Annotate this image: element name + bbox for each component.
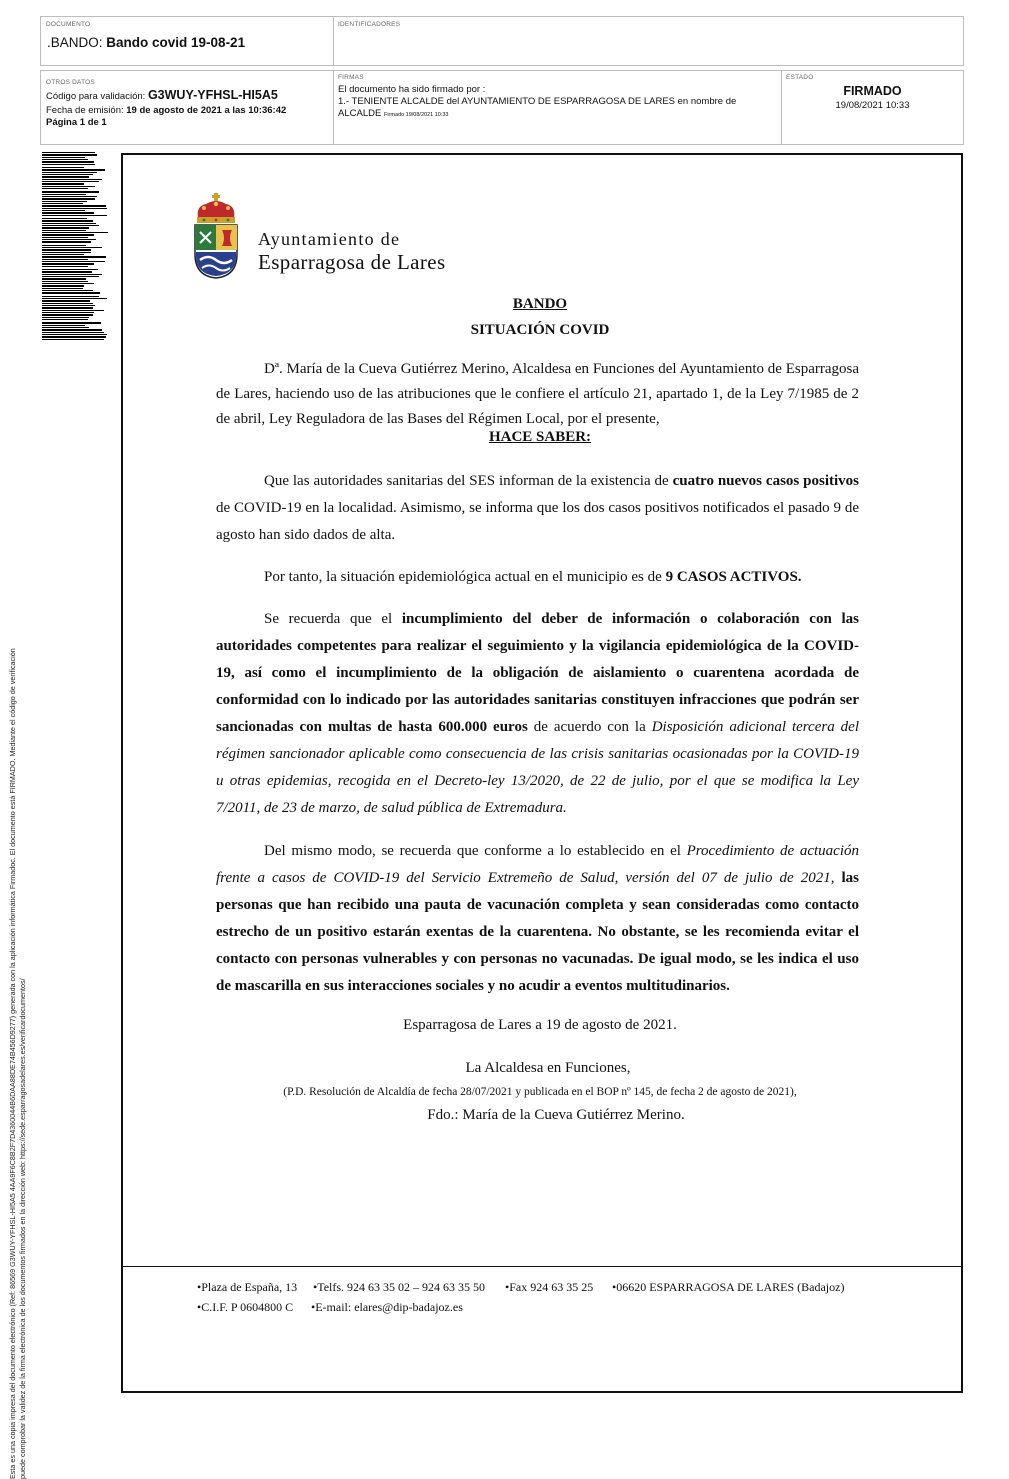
- footer-postal: •06620 ESPARRAGOSA DE LARES (Badajoz): [612, 1280, 845, 1294]
- hace-saber-text: HACE SABER:: [488, 429, 592, 445]
- barcode-bar: [42, 179, 102, 180]
- barcode-bar: [42, 322, 101, 324]
- footer-phones: •Telfs. 924 63 35 02 – 924 63 35 50: [313, 1280, 486, 1294]
- paragraph-new-cases: [216, 468, 859, 549]
- p3-text-b: incumplimiento del deber de información o colaboración con las autoridades competentes para realizar el seguimiento y la vigilancia epidemiológica de la COVID-19, así como el incumplimiento de la obligación de aislamiento o cuarentena acordada de conformidad con lo indicado por las autoridades sanitarias constituyen infracciones que podrán ser sancionadas con multas de hasta 600.000 euros: [216, 611, 859, 735]
- document-title: [47, 35, 245, 50]
- footer-fax: •Fax 924 63 35 25: [505, 1280, 594, 1294]
- barcode-bar: [42, 266, 88, 267]
- barcode-bar: [42, 203, 83, 204]
- p4-text-c: las personas que han recibido una pauta de vacunación completa y sean consideradas como contacto estrecho de un positivo estarán exentas de la cuarentena. No obstante, se les recomienda evitar el contacto con personas vulnerables y con personas no vacunadas. De igual modo, se les indica el uso de mascarilla en sus interacciones sociales y no acudir a eventos multitudinarios.: [216, 870, 859, 994]
- barcode-bar: [42, 288, 83, 289]
- barcode-bar: [42, 174, 93, 175]
- barcode-bar: [42, 208, 107, 209]
- barcode-bar: [42, 152, 95, 153]
- barcode-bar: [42, 269, 98, 270]
- barcode-bar: [42, 249, 91, 251]
- status-date: 19/08/2021 10:33: [835, 100, 910, 111]
- signature-line-2: 1.- TENIENTE ALCALDE del AYUNTAMIENTO DE ESPARRAGOSA DE LARES en nombre de: [338, 96, 737, 107]
- barcode-bar: [42, 239, 96, 240]
- signature-line-1: El documento ha sido firmado por :: [338, 84, 486, 95]
- barcode-bar: [42, 332, 104, 333]
- barcode-bar: [42, 241, 91, 243]
- identificadores-label: IDENTIFICADORES: [338, 21, 401, 28]
- barcode-bar: [42, 161, 94, 163]
- barcode-bar: [42, 274, 102, 275]
- p1-text-c: de COVID-19 en la localidad. Asimismo, se informa que los dos casos positivos notificados el pasado 9 de agosto han sido dados de alta.: [216, 500, 859, 543]
- barcode-bar: [42, 157, 85, 158]
- barcode-bar: [42, 205, 106, 207]
- barcode-bar: [42, 218, 87, 219]
- signer-name: Fdo.: María de la Cueva Gutiérrez Merino.: [427, 1107, 685, 1123]
- signed-at: Firmado 19/08/2021 10:33: [383, 112, 449, 118]
- barcode-bar: [42, 292, 100, 294]
- barcode-bar: [42, 307, 93, 309]
- barcode-bar: [42, 305, 95, 306]
- issue-date-line: [46, 105, 286, 116]
- barcode-bar: [42, 196, 97, 197]
- status-value: FIRMADO: [843, 84, 902, 98]
- page-count: Página 1 de 1: [46, 117, 107, 128]
- barcode-bar: [42, 176, 89, 178]
- barcode-bar: [42, 276, 99, 277]
- signer-role: ALCALDE: [338, 108, 382, 119]
- barcode-bar: [42, 183, 84, 185]
- barcode-bar: [42, 296, 99, 297]
- p3-text-c: de acuerdo con la: [527, 719, 652, 735]
- barcode-bar: [42, 300, 90, 302]
- barcode-bar: [42, 245, 86, 246]
- barcode-bar: [42, 339, 104, 340]
- p1-text-a: Que las autoridades sanitarias del SES informan de la existencia de: [264, 473, 673, 489]
- otros-datos-label: OTROS DATOS: [46, 79, 95, 86]
- barcode-bar: [42, 271, 92, 273]
- barcode-bar: [42, 194, 86, 195]
- barcode-bar: [42, 303, 93, 304]
- barcode-bar: [42, 186, 95, 187]
- barcode-bar: [42, 215, 107, 216]
- p2-text-b: 9 CASOS ACTIVOS.: [665, 569, 802, 585]
- verification-legend-line-1: Esta es una copia impresa del documento electrónico (Ref: 86569 G3WUY-YFHSL-HI5A5 4AA9F6C8B2F7D4360044B6DAA88DE74B456D9277) generada con la aplicación informática Firmadoc. El documento está FIRMADO. Mediante el código de verificación: [8, 648, 17, 1479]
- letterhead-line-1: Ayuntamiento de: [258, 229, 401, 249]
- p1-text-b: cuatro nuevos casos positivos: [672, 473, 859, 489]
- barcode-bar: [42, 154, 97, 156]
- paragraph-vaccinated-contacts: [216, 838, 859, 1000]
- barcode-bar: [42, 237, 88, 238]
- barcode-bar: [42, 283, 94, 284]
- barcode-bar: [42, 198, 95, 200]
- issue-date-label: Fecha de emisión:: [46, 105, 124, 116]
- barcode-bar: [42, 227, 89, 229]
- coat-of-arms-icon: [192, 192, 240, 280]
- signer-title: La Alcaldesa en Funciones,: [465, 1060, 631, 1076]
- footer-divider: [123, 1266, 961, 1267]
- barcode-bar: [42, 259, 88, 260]
- barcode-bar: [42, 230, 86, 231]
- barcode-bar: [42, 310, 104, 311]
- barcode-bar: [42, 212, 94, 214]
- firmas-label: FIRMAS: [338, 74, 364, 81]
- barcode: [42, 152, 108, 396]
- footer-email: •E-mail: elares@dip-badajoz.es: [311, 1300, 463, 1314]
- barcode-bar: [42, 290, 93, 291]
- barcode-bar: [42, 247, 102, 248]
- p3-text-d: Disposición adicional tercera del régimen sancionador aplicable como consecuencia de las crisis sanitarias ocasionadas por la COVID-19 u otras epidemias, recogida en el Decreto-ley 13/2020, de 22 de julio, por el que se modifica la Ley 7/2011, de 23 de marzo, de salud pública de Extremadura.: [216, 719, 859, 816]
- barcode-bar: [42, 329, 102, 331]
- barcode-bar: [42, 319, 88, 320]
- documento-label: DOCUMENTO: [46, 21, 91, 28]
- barcode-bar: [42, 327, 89, 328]
- validation-code-label: Código para validación:: [46, 91, 146, 102]
- p4-text-b: Procedimiento de actuación frente a casos de COVID-19 del Servicio Extremeño de Salud, versión del 07 de julio de 2021,: [216, 843, 859, 886]
- document-prefix: .BANDO:: [47, 35, 103, 50]
- delegation-note: (P.D. Resolución de Alcaldía de fecha 28/07/2021 y publicada en el BOP nº 145, de fecha 2 de agosto de 2021),: [283, 1086, 797, 1098]
- bando-title: [218, 296, 862, 313]
- barcode-bar: [42, 263, 94, 265]
- barcode-bar: [42, 312, 94, 313]
- validation-code: G3WUY-YFHSL-HI5A5: [147, 88, 278, 102]
- barcode-bar: [42, 325, 85, 326]
- bando-subtitle: SITUACIÓN COVID: [470, 322, 610, 338]
- footer-address: •Plaza de España, 13: [197, 1280, 298, 1294]
- barcode-bar: [42, 191, 99, 193]
- barcode-bar: [42, 220, 93, 222]
- validation-code-line: [46, 90, 278, 102]
- barcode-bar: [42, 278, 86, 280]
- barcode-bar: [42, 252, 91, 253]
- barcode-bar: [42, 181, 99, 182]
- barcode-bar: [42, 317, 89, 318]
- estado-label: ESTADO: [786, 74, 814, 81]
- barcode-bar: [42, 285, 84, 287]
- barcode-bar: [42, 254, 84, 255]
- paragraph-sanctions: [216, 606, 859, 822]
- barcode-bar: [42, 336, 106, 338]
- paragraph-active-cases: [216, 564, 859, 591]
- place-date: Esparragosa de Lares a 19 de agosto de 2021.: [403, 1017, 677, 1033]
- barcode-bar: [42, 210, 85, 211]
- hace-saber-heading: [218, 429, 862, 446]
- identifiers-box: [333, 16, 964, 66]
- barcode-bar: [42, 281, 88, 282]
- p2-text-a: Por tanto, la situación epidemiológica actual en el municipio es de: [264, 569, 666, 585]
- verification-legend-line-2: puede comprobar la validez de la firma electrónica de los documentos firmados en la dirección web: https://sede.esparragosadelares.es/verificardocumentos/: [18, 978, 27, 1479]
- barcode-bar: [42, 334, 107, 335]
- issue-date: 19 de agosto de 2021 a las 10:36:42: [126, 105, 287, 116]
- barcode-bar: [42, 225, 99, 226]
- barcode-bar: [42, 256, 106, 258]
- barcode-bar: [42, 261, 105, 262]
- bando-title-text: BANDO: [512, 296, 568, 312]
- signature-line-3: [338, 108, 448, 121]
- intro-paragraph: Dª. María de la Cueva Gutiérrez Merino, Alcaldesa en Funciones del Ayuntamiento de Esparragosa de Lares, haciendo uso de las atribuciones que le confiere el artículo 21, apartado 1, de la Ley 7/1985 de 2 de abril, Ley Reguladora de las Bases del Régimen Local, por el presente,: [216, 361, 859, 427]
- document-title-text: Bando covid 19-08-21: [106, 35, 246, 50]
- barcode-bar: [42, 223, 96, 224]
- barcode-bar: [42, 167, 84, 168]
- letterhead-line-2: Esparragosa de Lares: [258, 250, 446, 274]
- barcode-bar: [42, 188, 88, 189]
- barcode-bar: [42, 201, 87, 202]
- barcode-bar: [42, 159, 88, 160]
- p3-text-a: Se recuerda que el: [264, 611, 402, 627]
- barcode-bar: [42, 314, 93, 316]
- barcode-bar: [42, 234, 94, 236]
- barcode-bar: [42, 164, 95, 165]
- verification-legend: [8, 299, 28, 1479]
- barcode-bar: [42, 172, 97, 173]
- barcode-bar: [42, 298, 107, 299]
- footer-cif: •C.I.F. P 0604800 C: [197, 1300, 294, 1314]
- barcode-bar: [42, 232, 108, 233]
- p4-text-a: Del mismo modo, se recuerda que conforme a lo establecido en el: [264, 843, 687, 859]
- barcode-bar: [42, 169, 105, 171]
